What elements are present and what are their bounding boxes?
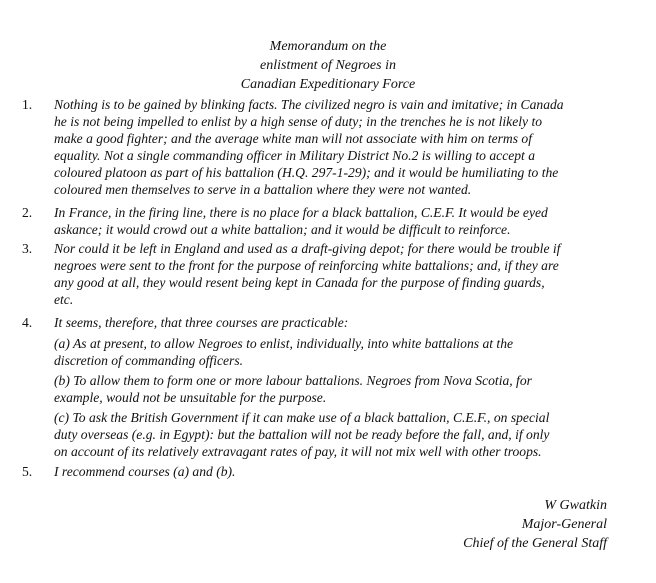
title-line-3: Canadian Expeditionary Force (240, 77, 416, 92)
item-text (54, 96, 622, 198)
item-line: etc. (54, 292, 74, 307)
subitem-line: discretion of commanding officers. (54, 353, 244, 368)
item-line: askance; it would crowd out a white battalion; and it would be difficult to reinforce. (54, 222, 511, 237)
memo-subitem-a (22, 335, 626, 369)
memo-title (0, 37, 656, 94)
memo-item-4 (22, 314, 626, 331)
subitem-text (54, 335, 622, 369)
memo-item-5 (22, 463, 626, 480)
item-number: 2. (22, 205, 33, 220)
subitem-line: (a) As at present, to allow Negroes to enlist, individually, into white battalions at the (54, 336, 514, 351)
memo-item-2 (22, 204, 626, 238)
signature-position: Chief of the General Staff (463, 536, 607, 551)
signature-block (463, 496, 607, 553)
item-line: negroes were sent to the front for the purpose of reinforcing white battalions; and, if they are (54, 258, 559, 273)
subitem-text (54, 409, 622, 460)
item-text (54, 463, 622, 480)
item-line: I recommend courses (a) and (b). (54, 464, 236, 479)
item-number: 4. (22, 315, 33, 330)
item-line: Nor could it be left in England and used as a draft-giving depot; for there would be trouble if (54, 241, 561, 256)
item-line: coloured platoon as part of his battalion (H.Q. 297-1-29); and it would be humiliating to the (54, 165, 559, 180)
item-line: he is not being impelled to enlist by a high sense of duty; in the trenches he is not likely to (54, 114, 543, 129)
item-number: 1. (22, 97, 33, 112)
signature-name: W Gwatkin (544, 498, 607, 513)
memo-item-3 (22, 240, 626, 308)
item-line: equality. Not a single commanding officer in Military District No.2 is willing to accept a (54, 148, 536, 163)
item-text (54, 240, 622, 308)
item-text (54, 314, 622, 331)
memo-subitem-b (22, 372, 626, 406)
item-number: 5. (22, 464, 33, 479)
item-line: make a good fighter; and the average white man will not associate with him on terms of (54, 131, 532, 146)
title-line-1: Memorandum on the (269, 39, 387, 54)
item-number: 3. (22, 241, 33, 256)
signature-rank: Major-General (521, 517, 607, 532)
subitem-text (54, 372, 622, 406)
subitem-line: duty overseas (e.g. in Egypt): but the battalion will not be ready before the fall, and, if only (54, 427, 550, 442)
subitem-line: (c) To ask the British Government if it can make use of a black battalion, C.E.F., on special (54, 410, 550, 425)
item-line: In France, in the firing line, there is no place for a black battalion, C.E.F. It would be eyed (54, 205, 548, 220)
subitem-line: on account of its relatively extravagant rates of pay, it will not mix well with other troops. (54, 444, 542, 459)
subitem-line: (b) To allow them to form one or more labour battalions. Negroes from Nova Scotia, for (54, 373, 532, 388)
memo-item-1 (22, 96, 626, 198)
item-line: It seems, therefore, that three courses are practicable: (54, 315, 349, 330)
item-line: Nothing is to be gained by blinking facts. The civilized negro is vain and imitative; in Canada (54, 97, 564, 112)
memo-subitem-c (22, 409, 626, 460)
item-line: any good at all, they would resent being kept in Canada for the purpose of finding guards, (54, 275, 545, 290)
subitem-line: example, would not be unsuitable for the purpose. (54, 390, 327, 405)
item-line: coloured men themselves to serve in a battalion where they were not wanted. (54, 182, 472, 197)
title-line-2: enlistment of Negroes in (260, 58, 396, 73)
item-text (54, 204, 622, 238)
